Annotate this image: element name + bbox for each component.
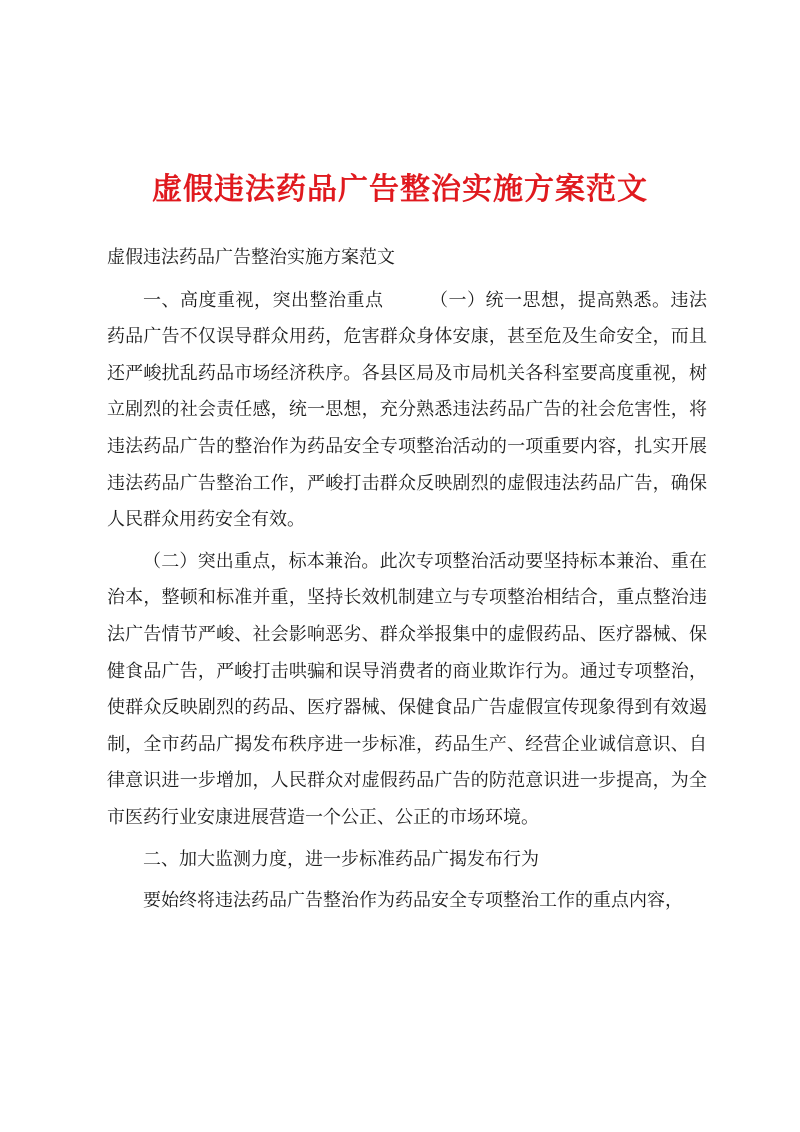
section1-paragraph [107,283,707,539]
document-subtitle: 虚假违法药品广告整治实施方案范文 [107,247,395,268]
section1-heading: 一、高度重视，突出整治重点 [143,289,384,311]
document-title: 虚假违法药品广告整治实施方案范文 [152,172,648,207]
section1-text: （一）统一思想，提高熟悉。违法药品广告不仅误导群众用药，危害群众身体安康，甚至危及生命安全，而且还严峻扰乱药品市场经济秩序。各县区局及市局机关各科室要高度重视，树立剧烈的社会责任感，统一思想，充分熟悉违法药品广告的社会危害性，将违法药品广告的整治作为药品安全专项整治活动的一项重要内容，扎实开展违法药品广告整治工作，严峻打击群众反映剧烈的虚假违法药品广告，确保人民群众用药安全有效。 [107,289,707,531]
paragraph-3: 要始终将违法药品广告整治作为药品安全专项整治工作的重点内容， [143,890,683,912]
document-body [107,240,707,920]
paragraph-2: （二）突出重点，标本兼治。此次专项整治活动要坚持标本兼治、重在治本，整顿和标准并重，坚持长效机制建立与专项整治相结合，重点整治违法广告情节严峻、社会影响恶劣、群众举报集中的虚假药品、医疗器械、保健食品广告，严峻打击哄骗和误导消费者的商业欺诈行为。通过专项整治，使群众反映剧烈的药品、医疗器械、保健食品广告虚假宣传现象得到有效遏制，全市药品广揭发布秩序进一步标准，药品生产、经营企业诚信意识、自律意识进一步增加，人民群众对虚假药品广告的防范意识进一步提高，为全市医药行业安康进展营造一个公正、公正的市场环境。 [107,550,707,828]
section2-heading: 二、加大监测力度，进一步标准药品广揭发布行为 [143,848,539,870]
